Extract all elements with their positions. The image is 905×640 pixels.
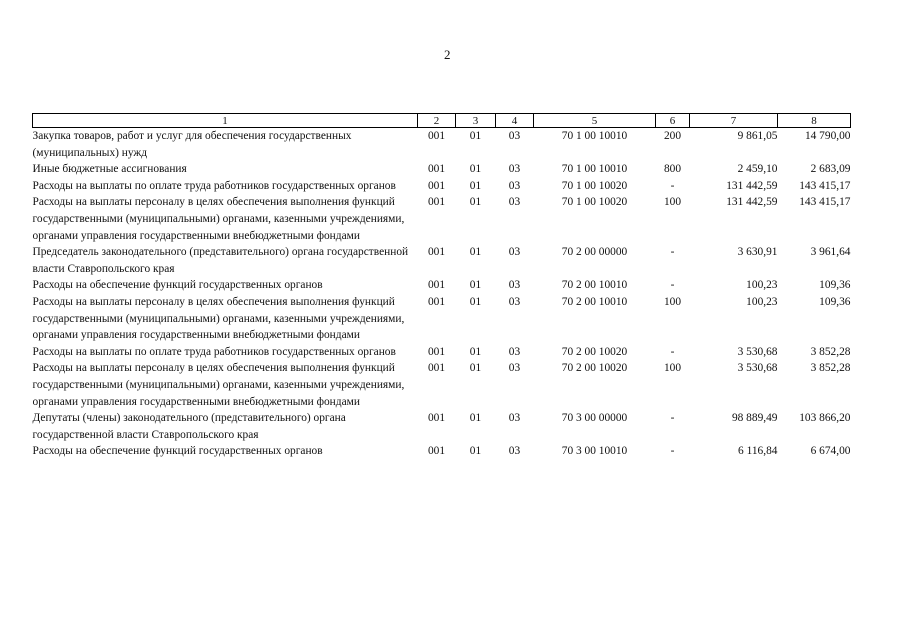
expense-name: Председатель законодательного (представительного) органа государственной власти Ставропольского края [32, 246, 409, 275]
ministry-code: 001 [427, 179, 446, 192]
subsection-code: 03 [508, 179, 521, 192]
table-row [33, 344, 851, 361]
expense-type-code: - [670, 279, 675, 292]
expense-name: Закупка товаров, работ и услуг для обеспечения государственных (муниципальных) нужд [32, 130, 352, 159]
section-code: 01 [469, 163, 482, 176]
ministry-code: 001 [427, 362, 446, 375]
amount-year-2: 3 852,28 [810, 362, 851, 375]
section-code: 01 [469, 362, 482, 375]
amount-year-2: 103 866,20 [799, 412, 851, 425]
expense-name: Иные бюджетные ассигнования [32, 163, 187, 176]
column-header: 3 [456, 114, 496, 128]
target-article-code: 70 2 00 10010 [561, 279, 628, 292]
subsection-code: 03 [508, 279, 521, 292]
expense-type-code: 100 [663, 362, 682, 375]
expense-type-code: 100 [663, 295, 682, 308]
expense-name: Расходы на выплаты персоналу в целях обеспечения выполнения функций государственными (муниципальными) органами, казенными учреждениями, органами управления государственными внебюджетными фондами [32, 295, 405, 342]
expense-type-code: - [670, 445, 675, 458]
subsection-code: 03 [508, 295, 521, 308]
target-article-code: 70 3 00 00000 [561, 412, 628, 425]
section-code: 01 [469, 345, 482, 358]
amount-year-1: 131 442,59 [726, 179, 778, 192]
subsection-code: 03 [508, 163, 521, 176]
column-header: 6 [656, 114, 690, 128]
amount-year-2: 3 852,28 [810, 345, 851, 358]
section-code: 01 [469, 279, 482, 292]
column-header: 1 [33, 114, 418, 128]
ministry-code: 001 [427, 246, 446, 259]
column-header: 8 [778, 114, 851, 128]
expense-name: Расходы на обеспечение функций государственных органов [32, 279, 323, 292]
subsection-code: 03 [508, 196, 521, 209]
amount-year-1: 9 861,05 [737, 130, 778, 142]
amount-year-1: 2 459,10 [737, 163, 778, 176]
expense-name: Расходы на выплаты персоналу в целях обеспечения выполнения функций государственными (муниципальными) органами, казенными учреждениями, органами управления государственными внебюджетными фондами [32, 362, 405, 408]
target-article-code: 70 1 00 10010 [561, 163, 628, 176]
subsection-code: 03 [508, 362, 521, 375]
table-row [33, 360, 851, 410]
table-row [33, 277, 851, 294]
expense-type-code: 800 [663, 163, 682, 176]
page-number: 2 [444, 47, 451, 62]
subsection-code: 03 [508, 345, 521, 358]
section-code: 01 [469, 445, 482, 458]
section-code: 01 [469, 179, 482, 192]
ministry-code: 001 [427, 345, 446, 358]
ministry-code: 001 [427, 279, 446, 292]
target-article-code: 70 1 00 10010 [561, 130, 628, 142]
header-row [33, 114, 851, 128]
table-row [33, 161, 851, 178]
target-article-code: 70 2 00 10010 [561, 295, 628, 308]
subsection-code: 03 [508, 246, 521, 259]
ministry-code: 001 [427, 130, 446, 142]
table-row [33, 410, 851, 443]
table-row [33, 294, 851, 344]
target-article-code: 70 2 00 00000 [561, 246, 628, 259]
amount-year-1: 6 116,84 [738, 445, 778, 458]
column-header: 2 [418, 114, 456, 128]
amount-year-1: 100,23 [746, 279, 778, 292]
column-header: 4 [496, 114, 534, 128]
amount-year-1: 100,23 [746, 295, 778, 308]
expense-type-code: - [670, 246, 675, 259]
subsection-code: 03 [508, 412, 521, 425]
ministry-code: 001 [427, 163, 446, 176]
amount-year-2: 3 961,64 [810, 246, 851, 259]
amount-year-1: 3 530,68 [737, 362, 778, 375]
amount-year-2: 109,36 [819, 279, 851, 292]
amount-year-2: 14 790,00 [804, 130, 851, 142]
amount-year-2: 109,36 [819, 295, 851, 308]
amount-year-2: 6 674,00 [810, 445, 851, 458]
ministry-code: 001 [427, 196, 446, 209]
target-article-code: 70 2 00 10020 [561, 345, 628, 358]
budget-table [32, 113, 851, 460]
column-header: 7 [690, 114, 778, 128]
expense-type-code: - [670, 412, 675, 425]
table-row [33, 443, 851, 460]
table-row [33, 128, 851, 162]
ministry-code: 001 [427, 412, 446, 425]
target-article-code: 70 1 00 10020 [561, 179, 628, 192]
table-row [33, 194, 851, 244]
target-article-code: 70 1 00 10020 [561, 196, 628, 209]
expense-type-code: - [670, 345, 675, 358]
expense-name: Депутаты (члены) законодательного (представительного) органа государственной власти Ставропольского края [32, 412, 346, 441]
target-article-code: 70 2 00 10020 [561, 362, 628, 375]
amount-year-2: 143 415,17 [799, 179, 851, 192]
expense-name: Расходы на выплаты по оплате труда работников государственных органов [32, 179, 396, 192]
expense-name: Расходы на обеспечение функций государственных органов [32, 445, 323, 458]
target-article-code: 70 3 00 10010 [561, 445, 628, 458]
table-row [33, 244, 851, 277]
expense-type-code: 200 [663, 130, 682, 142]
expense-name: Расходы на выплаты по оплате труда работников государственных органов [32, 345, 396, 358]
table-row [33, 178, 851, 195]
section-code: 01 [469, 246, 482, 259]
amount-year-1: 3 530,68 [737, 345, 778, 358]
expense-type-code: 100 [663, 196, 682, 209]
section-code: 01 [469, 130, 482, 142]
amount-year-1: 3 630,91 [737, 246, 778, 259]
column-header: 5 [534, 114, 656, 128]
subsection-code: 03 [508, 445, 521, 458]
amount-year-1: 98 889,49 [731, 412, 778, 425]
expense-type-code: - [670, 179, 675, 192]
subsection-code: 03 [508, 130, 521, 142]
amount-year-2: 143 415,17 [799, 196, 851, 209]
expense-name: Расходы на выплаты персоналу в целях обеспечения выполнения функций государственными (муниципальными) органами, казенными учреждениями, органами управления государственными внебюджетными фондами [32, 196, 405, 242]
amount-year-2: 2 683,09 [810, 163, 851, 176]
section-code: 01 [469, 196, 482, 209]
amount-year-1: 131 442,59 [726, 196, 778, 209]
ministry-code: 001 [427, 445, 446, 458]
section-code: 01 [469, 295, 482, 308]
section-code: 01 [469, 412, 482, 425]
ministry-code: 001 [427, 295, 446, 308]
